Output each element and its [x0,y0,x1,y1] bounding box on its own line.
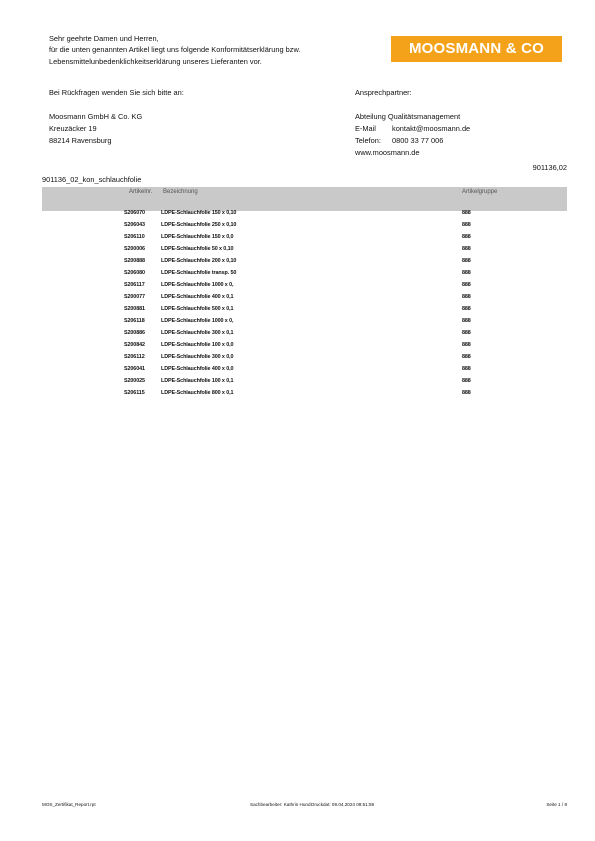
article-nr-cell: S206043 [124,222,145,228]
description-cell: LDPE-Schlauchfolie 100 x 0,1 [161,378,234,384]
description-cell: LDPE-Schlauchfolie 200 x 0,10 [161,258,237,264]
description-cell: LDPE-Schlauchfolie 1000 x 0, [161,282,234,288]
footer-report: MOS_Zertifikat_Report.rpt [42,802,96,807]
company-street: Kreuzäcker 19 [49,124,97,133]
article-nr-cell: S206041 [124,366,145,372]
article-group-cell: 888 [462,258,471,264]
table-row [0,234,595,246]
table-row [0,306,595,318]
article-group-cell: 888 [462,318,471,324]
article-nr-cell: S206118 [124,318,145,324]
header-article-group: Artikelgruppe [462,189,498,195]
table-row [0,342,595,354]
header-description: Bezeichnung [163,189,198,195]
article-group-cell: 888 [462,366,471,372]
article-group-cell: 888 [462,390,471,396]
table-row [0,282,595,294]
article-nr-cell: S200006 [124,246,145,252]
article-nr-cell: S200077 [124,294,145,300]
article-group-cell: 888 [462,378,471,384]
article-group-cell: 888 [462,270,471,276]
table-row [0,222,595,234]
description-cell: LDPE-Schlauchfolie 100 x 0,0 [161,342,234,348]
company-name: Moosmann GmbH & Co. KG [49,112,143,121]
table-row [0,366,595,378]
article-nr-cell: S206110 [124,234,145,240]
contact-web[interactable]: www.moosmann.de [355,148,420,157]
table-row [0,270,595,282]
footer-printed: Druckdat: 09.04.2024 09:51:59 [311,802,375,807]
header-article-nr: Artikelnr. [129,189,153,195]
article-nr-cell: S206115 [124,390,145,396]
table-row [0,354,595,366]
contact-department: Abteilung Qualitätsmanagement [355,112,461,121]
article-nr-cell: S200881 [124,306,145,312]
description-cell: LDPE-Schlauchfolie 1000 x 0, [161,318,234,324]
table-row [0,330,595,342]
table-row [0,246,595,258]
contact-email-label: E-Mail [355,124,376,133]
table-row [0,378,595,390]
return-intro: Bei Rückfragen wenden Sie sich bitte an: [49,88,184,97]
contact-heading: Ansprechpartner: [355,88,412,97]
description-cell: LDPE-Schlauchfolie 50 x 0,10 [161,246,234,252]
description-cell: LDPE-Schlauchfolie 300 x 0,0 [161,354,234,360]
contact-phone: 0800 33 77 006 [392,136,444,145]
footer-page: Seite 1 / 8 [546,802,567,807]
doc-number: 901136,02 [532,163,567,172]
company-logo: MOOSMANN & CO [391,36,562,62]
table-row [0,294,595,306]
article-group-cell: 888 [462,282,471,288]
doc-name: 901136_02_kon_schlauchfolie [42,175,142,184]
table-row [0,318,595,330]
footer-editor: Sachbearbeiter: Kathrin Hund [250,802,311,807]
company-city: 88214 Ravensburg [49,136,112,145]
article-nr-cell: S206070 [124,210,145,216]
article-group-cell: 888 [462,294,471,300]
contact-email[interactable]: kontakt@moosmann.de [392,124,471,133]
table-row [0,258,595,270]
intro-line-2: Lebensmittelunbedenklichkeitserklärung unseres Lieferanten vor. [49,57,262,66]
article-nr-cell: S206080 [124,270,145,276]
table-header [42,187,567,211]
table-row [0,390,595,402]
description-cell: LDPE-Schlauchfolie 300 x 0,1 [161,330,234,336]
article-group-cell: 888 [462,330,471,336]
article-nr-cell: S200888 [124,258,145,264]
article-group-cell: 888 [462,210,471,216]
article-group-cell: 888 [462,306,471,312]
article-group-cell: 888 [462,342,471,348]
article-nr-cell: S206117 [124,282,145,288]
greeting: Sehr geehrte Damen und Herren, [49,34,159,43]
article-group-cell: 888 [462,246,471,252]
article-nr-cell: S200842 [124,342,145,348]
article-group-cell: 888 [462,222,471,228]
article-group-cell: 888 [462,354,471,360]
table-row [0,210,595,222]
description-cell: LDPE-Schlauchfolie 150 x 0,0 [161,234,234,240]
article-nr-cell: S200025 [124,378,145,384]
contact-phone-label: Telefon: [355,136,381,145]
description-cell: LDPE-Schlauchfolie transp. 50 [161,270,237,276]
article-group-cell: 888 [462,234,471,240]
article-nr-cell: S206112 [124,354,145,360]
description-cell: LDPE-Schlauchfolie 500 x 0,1 [161,306,234,312]
description-cell: LDPE-Schlauchfolie 150 x 0,10 [161,210,237,216]
description-cell: LDPE-Schlauchfolie 250 x 0,10 [161,222,237,228]
article-nr-cell: S200886 [124,330,145,336]
description-cell: LDPE-Schlauchfolie 800 x 0,1 [161,390,234,396]
description-cell: LDPE-Schlauchfolie 400 x 0,1 [161,294,234,300]
intro-line-1: für die unten genannten Artikel liegt uns folgende Konformitätserklärung bzw. [49,45,301,54]
description-cell: LDPE-Schlauchfolie 400 x 0,0 [161,366,234,372]
